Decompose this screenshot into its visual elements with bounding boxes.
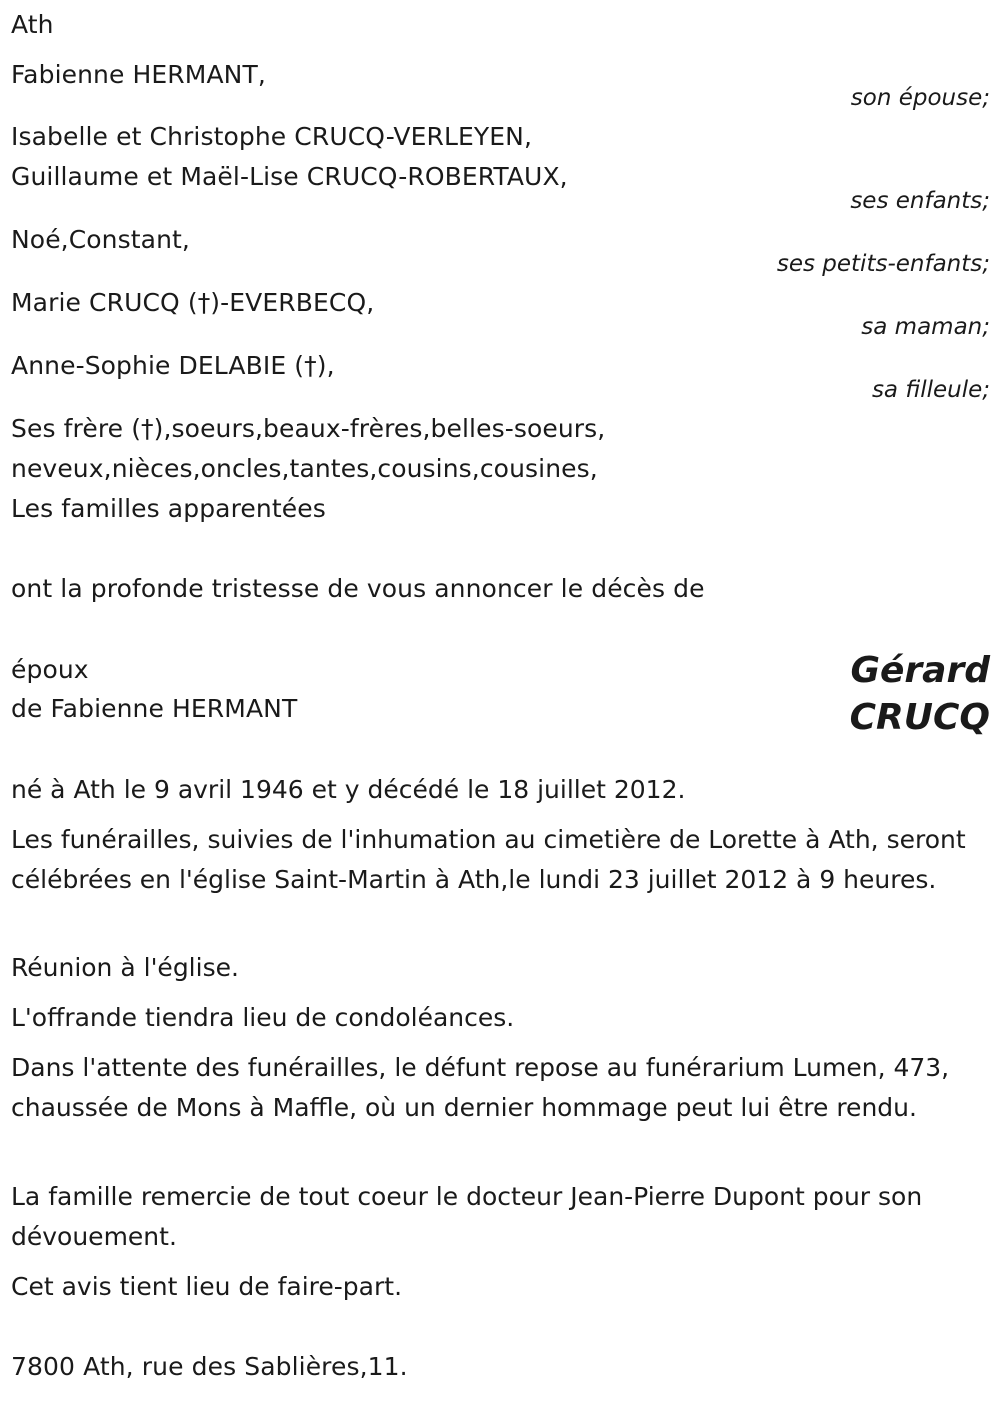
children-line-1: Isabelle et Christophe CRUCQ-VERLEYEN, [11, 122, 533, 151]
relatives-line-1: Ses frère (†),soeurs,beaux-frères,belles-soeurs, [11, 414, 606, 443]
thanks-paragraph: La famille remercie de tout coeur le docteur Jean-Pierre Dupont pour son dévouement. [11, 1182, 923, 1251]
grandchildren-role: ses petits-enfants; [776, 251, 990, 277]
funerarium-paragraph: Dans l'attente des funérailles, le défunt repose au funérarium Lumen, 473, chaussée de Mons à Maffle, où un dernier hommage peut lui être rendu. [11, 1053, 950, 1122]
deceased-first-name: Gérard [850, 650, 990, 691]
meeting-paragraph: Réunion à l'église. [11, 953, 239, 982]
mother-role: sa maman; [861, 314, 990, 340]
announcement-text: ont la profonde tristesse de vous annoncer le décès de [11, 574, 705, 603]
spouse-line: Fabienne HERMANT, [11, 60, 266, 89]
goddaughter-role: sa filleule; [871, 377, 990, 403]
relatives-line-3: Les familles apparentées [11, 494, 326, 523]
mother-line: Marie CRUCQ (†)-EVERBECQ, [11, 288, 375, 317]
notice-paragraph: Cet avis tient lieu de faire-part. [11, 1272, 403, 1301]
relation-line-2: de Fabienne HERMANT [11, 694, 298, 723]
grandchildren-line: Noé,Constant, [11, 225, 190, 254]
children-line-2: Guillaume et Maël-Lise CRUCQ-ROBERTAUX, [11, 162, 568, 191]
goddaughter-line: Anne-Sophie DELABIE (†), [11, 351, 335, 380]
spouse-role: son épouse; [850, 85, 990, 111]
funeral-paragraph: Les funérailles, suivies de l'inhumation au cimetière de Lorette à Ath, seront célébrées en l'église Saint-Martin à Ath,le lundi 23 juillet 2012 à 9 heures. [11, 825, 966, 894]
relatives-line-2: neveux,nièces,oncles,tantes,cousins,cousines, [11, 454, 598, 483]
deceased-last-name: CRUCQ [849, 697, 990, 738]
location: Ath [11, 10, 54, 39]
birth-death-paragraph: né à Ath le 9 avril 1946 et y décédé le 18 juillet 2012. [11, 775, 686, 804]
relation-line-1: époux [11, 655, 89, 684]
offering-paragraph: L'offrande tiendra lieu de condoléances. [11, 1003, 515, 1032]
address: 7800 Ath, rue des Sablières,11. [11, 1352, 408, 1381]
children-role: ses enfants; [850, 188, 990, 214]
